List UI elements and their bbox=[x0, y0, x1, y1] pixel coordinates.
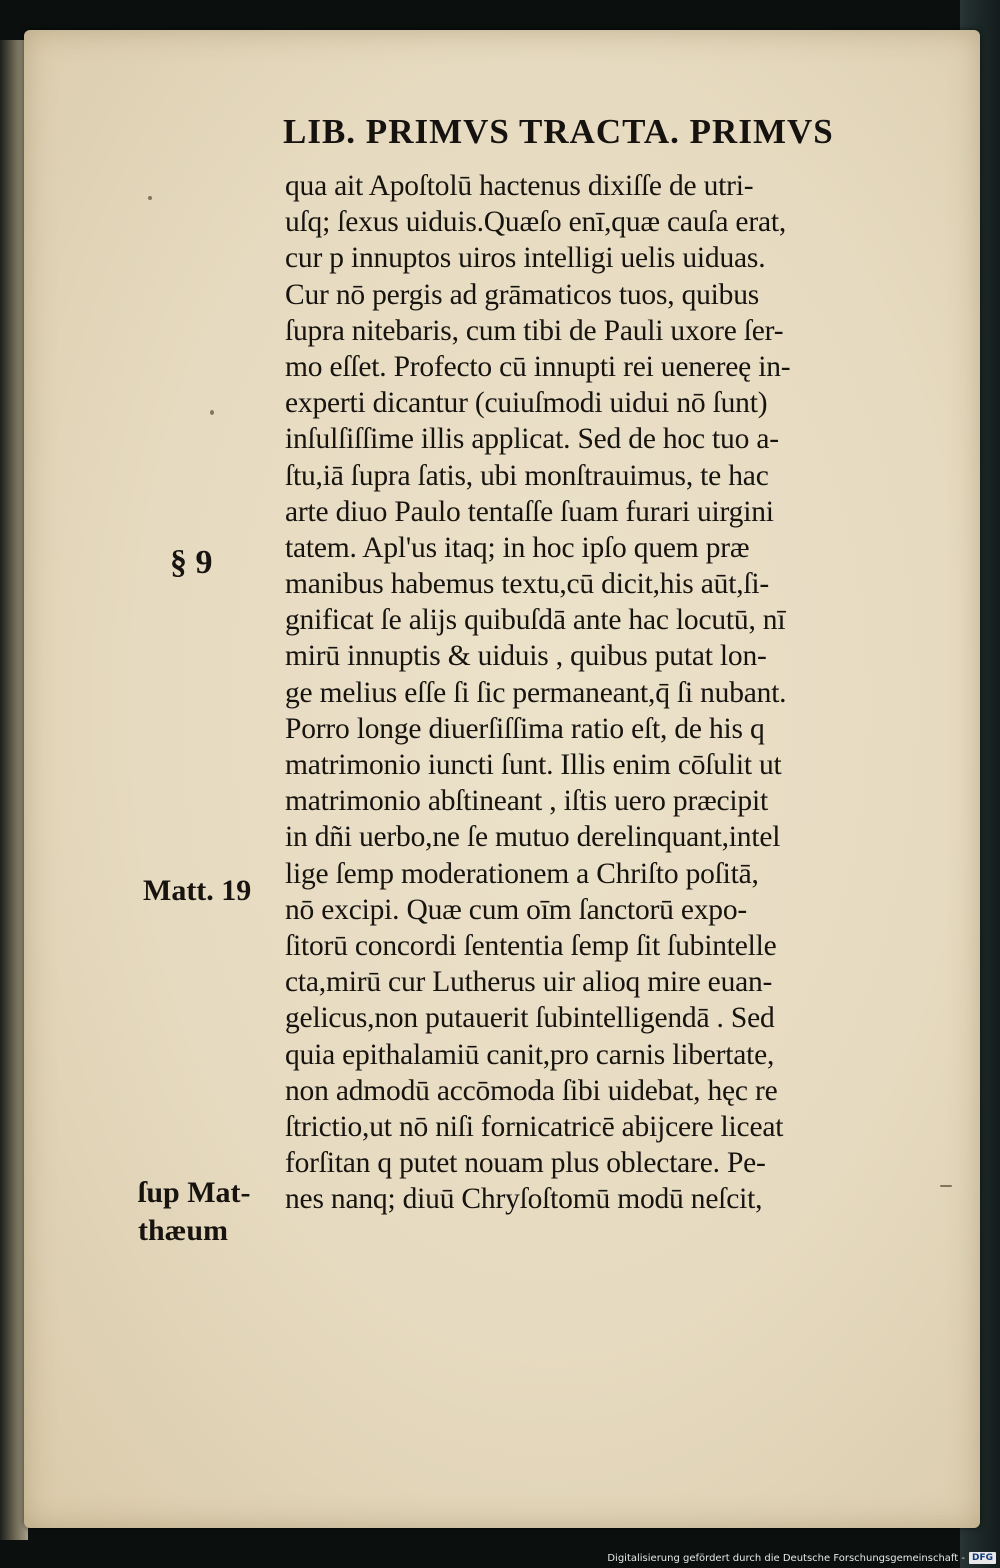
margin-section-sign: § 9 bbox=[170, 544, 213, 581]
text-line: gnificat ſe alijs quibuſdā ante hac locutū, nī bbox=[285, 604, 786, 637]
text-line: gelicus,non putauerit ſubintelligendā . Sed bbox=[285, 1002, 775, 1035]
text-line: matrimonio abſtineant , iſtis uero præcipit bbox=[285, 785, 768, 818]
text-line: nes nanq; diuū Chryſoſtomū modū neſcit, bbox=[285, 1183, 763, 1216]
text-line: uſq; ſexus uiduis.Quæſo enī,quæ cauſa erat, bbox=[285, 206, 787, 239]
text-line: tatem. Apl'us itaq; in hoc ipſo quem præ bbox=[285, 531, 750, 564]
text-line: qua ait Apoſtolū hactenus dixiſſe de utri- bbox=[285, 170, 754, 202]
text-line: ſtu,iā ſupra ſatis, ubi monſtrauimus, te hac bbox=[285, 459, 769, 492]
running-head: LIB. PRIMVS TRACTA. PRIMVS bbox=[283, 112, 834, 151]
paper-speck bbox=[148, 196, 152, 200]
text-line: cta,mirū cur Lutherus uir alioq mire euan- bbox=[285, 966, 773, 999]
text-line: quia epithalamiū canit,pro carnis libertate, bbox=[285, 1038, 775, 1071]
margin-note-super-matthaeum-line2: thæum bbox=[138, 1214, 229, 1247]
text-line: manibus habemus textu,cū dicit,his aūt,ſi- bbox=[285, 568, 769, 601]
text-line: in dñi uerbo,ne ſe mutuo derelinquant,intel bbox=[285, 821, 781, 854]
text-line: experti dicantur (cuiuſmodi uidui nō ſunt) bbox=[285, 387, 768, 420]
text-line: lige ſemp moderationem a Chriſto poſitā, bbox=[285, 857, 759, 890]
text-line: forſitan q putet nouam plus oblectare. Pe- bbox=[285, 1147, 766, 1180]
text-line: nō excipi. Quæ cum oīm ſanctorū expo- bbox=[285, 893, 748, 926]
text-line: Porro longe diuerſiſſima ratio eſt, de his q bbox=[285, 712, 765, 745]
text-line: matrimonio iuncti ſunt. Illis enim cōſulit ut bbox=[285, 749, 782, 781]
text-line: cur p innuptos uiros intelligi uelis uiduas. bbox=[285, 242, 766, 275]
dfg-logo: DFG bbox=[969, 1552, 996, 1564]
margin-note-matthew-19: Matt. 19 bbox=[143, 874, 252, 907]
credit-text: Digitalisierung gefördert durch die Deutsche Forschungsgemeinschaft - bbox=[607, 1552, 965, 1564]
body-text bbox=[285, 168, 910, 1217]
margin-note-super-matthaeum-line1: ſup Mat- bbox=[138, 1176, 251, 1209]
text-line: ſitorū concordi ſententia ſemp ſit ſubintelle bbox=[285, 929, 777, 962]
text-line: inſulſiſſime illis applicat. Sed de hoc tuo a- bbox=[285, 423, 779, 456]
text-line: ge melius eſſe ſi ſic permaneant,q̄ ſi nubant. bbox=[285, 676, 787, 709]
text-line: non admodū accōmoda ſibi uidebat, hęc re bbox=[285, 1074, 778, 1107]
paper-speck bbox=[940, 1185, 952, 1187]
text-line: ſtrictio,ut nō niſi fornicatricē abijcere liceat bbox=[285, 1110, 784, 1143]
digitization-credit bbox=[607, 1552, 996, 1564]
paper-speck bbox=[210, 410, 214, 415]
text-line: mo eſſet. Profecto cū innupti rei uenereę in- bbox=[285, 350, 791, 383]
text-line: Cur nō pergis ad grāmaticos tuos, quibus bbox=[285, 278, 760, 311]
text-line: mirū innuptis & uiduis , quibus putat lon- bbox=[285, 640, 767, 673]
text-line: ſupra nitebaris, cum tibi de Pauli uxore ſer- bbox=[285, 314, 784, 347]
text-line: arte diuo Paulo tentaſſe ſuam furari uirgini bbox=[285, 495, 774, 528]
